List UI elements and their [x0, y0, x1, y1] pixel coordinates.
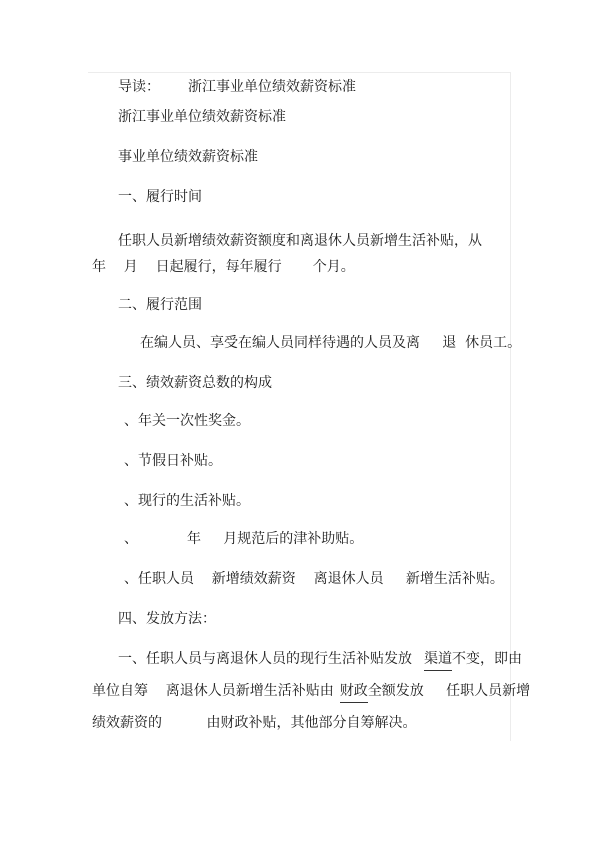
- section-4-paragraph-line-2: [92, 681, 530, 701]
- section-3-heading: 三、绩效薪资总数的构成: [118, 375, 272, 391]
- underlined-term: 渠道: [424, 651, 452, 667]
- section-4-paragraph-line-3: 绩效薪资的 由财政补贴，其他部分自筹解决。: [92, 715, 417, 731]
- section-3-item: 、 年 月规范后的津补助贴。: [124, 531, 364, 547]
- section-4-text: 不变，即由: [452, 651, 522, 667]
- underlined-term: 财政: [339, 683, 368, 699]
- header-title: 浙江事业单位绩效薪资标准: [188, 79, 356, 95]
- section-3-item: 、现行的生活补贴。: [124, 493, 250, 509]
- section-4-heading: 四、发放方法：: [118, 611, 216, 627]
- section-4-paragraph-line-1: [118, 649, 522, 669]
- document-title: 浙江事业单位绩效薪资标准: [118, 109, 286, 125]
- section-4-text: 单位自筹 离退休人员新增生活补贴由: [92, 683, 334, 699]
- section-2-heading: 二、履行范围: [118, 297, 202, 313]
- page-frame: [88, 72, 511, 741]
- section-3-item: 、节假日补贴。: [124, 453, 222, 469]
- section-1-heading: 一、履行时间: [118, 189, 202, 205]
- header-label: 导读：: [118, 79, 160, 95]
- header-line: [118, 77, 356, 97]
- section-1-paragraph-line-1: 任职人员新增绩效薪资额度和离退休人员新增生活补贴，从: [118, 233, 482, 249]
- section-1-paragraph-line-2: 年 月 日起履行，每年履行 个月。: [92, 259, 355, 275]
- section-2-paragraph: 在编人员、享受在编人员同样待遇的人员及离 退 休员工。: [140, 335, 522, 351]
- section-3-item: 、年关一次性奖金。: [124, 413, 250, 429]
- document-subtitle: 事业单位绩效薪资标准: [118, 149, 258, 165]
- section-3-item: 、任职人员 新增绩效薪资 离退休人员 新增生活补贴。: [124, 571, 504, 587]
- section-4-text: 全额发放 任职人员新增: [367, 683, 531, 699]
- section-4-text: 一、任职人员与离退休人员的现行生活补贴发放: [118, 651, 412, 667]
